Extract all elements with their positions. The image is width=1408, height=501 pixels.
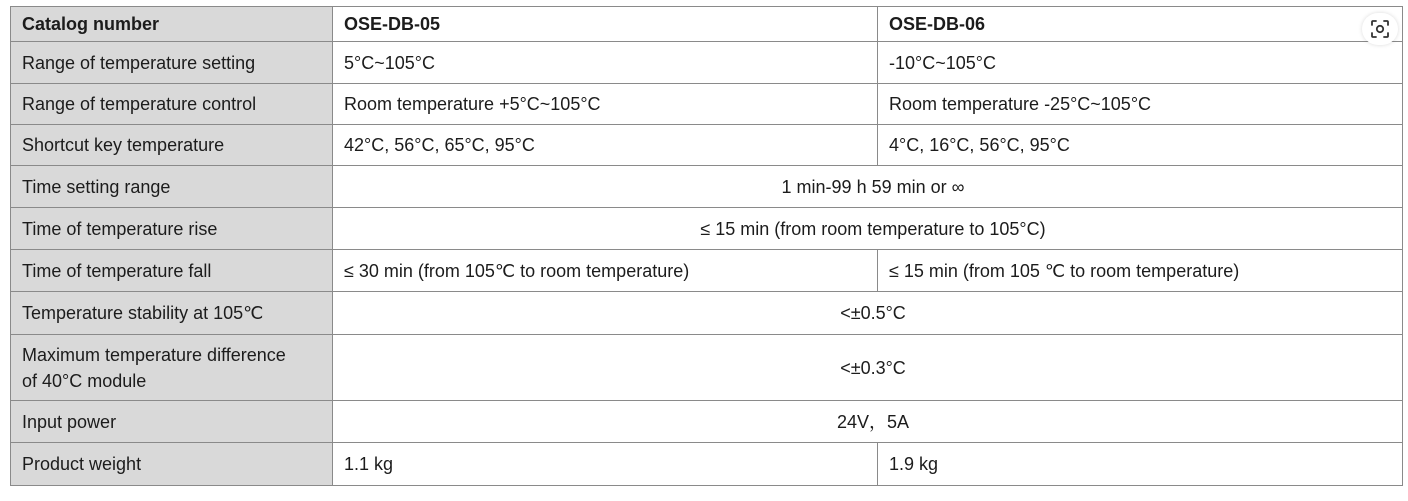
cell-value: ≤ 30 min (from 105℃ to room temperature): [333, 250, 878, 292]
table-row: [11, 125, 1403, 166]
table-row: [11, 166, 1403, 208]
spec-table: [10, 6, 1403, 486]
header-cell-ose-db-05: OSE-DB-05: [333, 7, 878, 42]
cell-value-spanning: <±0.5°C: [333, 292, 1403, 335]
lens-search-icon: [1370, 19, 1390, 39]
row-label: Time of temperature rise: [11, 208, 333, 250]
table-row: [11, 292, 1403, 335]
cell-value-spanning: ≤ 15 min (from room temperature to 105°C): [333, 208, 1403, 250]
table-header-row: [11, 7, 1403, 42]
row-label-line: Maximum temperature difference: [22, 344, 286, 365]
row-label: Shortcut key temperature: [11, 125, 333, 166]
cell-value-spanning: 24V，5A: [333, 401, 1403, 443]
table-row: [11, 443, 1403, 486]
table-row: [11, 401, 1403, 443]
cell-value: 42°C, 56°C, 65°C, 95°C: [333, 125, 878, 166]
row-label: Temperature stability at 105℃: [11, 292, 333, 335]
table-row: [11, 250, 1403, 292]
cell-value: Room temperature +5°C~105°C: [333, 84, 878, 125]
row-label-line: of 40°C module: [22, 370, 147, 391]
cell-value: 1.9 kg: [878, 443, 1403, 486]
cell-value: ≤ 15 min (from 105 ℃ to room temperature): [878, 250, 1403, 292]
cell-value: -10°C~105°C: [878, 42, 1403, 84]
cell-value-spanning: 1 min-99 h 59 min or ∞: [333, 166, 1403, 208]
cell-value: 4°C, 16°C, 56°C, 95°C: [878, 125, 1403, 166]
table-row: [11, 42, 1403, 84]
table-row: [11, 335, 1403, 401]
row-label: Time of temperature fall: [11, 250, 333, 292]
row-label: Range of temperature control: [11, 84, 333, 125]
row-label: Time setting range: [11, 166, 333, 208]
row-label-multiline: [11, 335, 333, 401]
cell-value: 1.1 kg: [333, 443, 878, 486]
row-label: Input power: [11, 401, 333, 443]
lens-search-button[interactable]: [1362, 13, 1398, 45]
row-label: Product weight: [11, 443, 333, 486]
table-row: [11, 84, 1403, 125]
row-label: Range of temperature setting: [11, 42, 333, 84]
cell-value: Room temperature -25°C~105°C: [878, 84, 1403, 125]
cell-value: 5°C~105°C: [333, 42, 878, 84]
header-cell-ose-db-06: OSE-DB-06: [878, 7, 1403, 42]
header-label-cell: Catalog number: [11, 7, 333, 42]
table-row: [11, 208, 1403, 250]
cell-value-spanning: <±0.3°C: [333, 335, 1403, 401]
